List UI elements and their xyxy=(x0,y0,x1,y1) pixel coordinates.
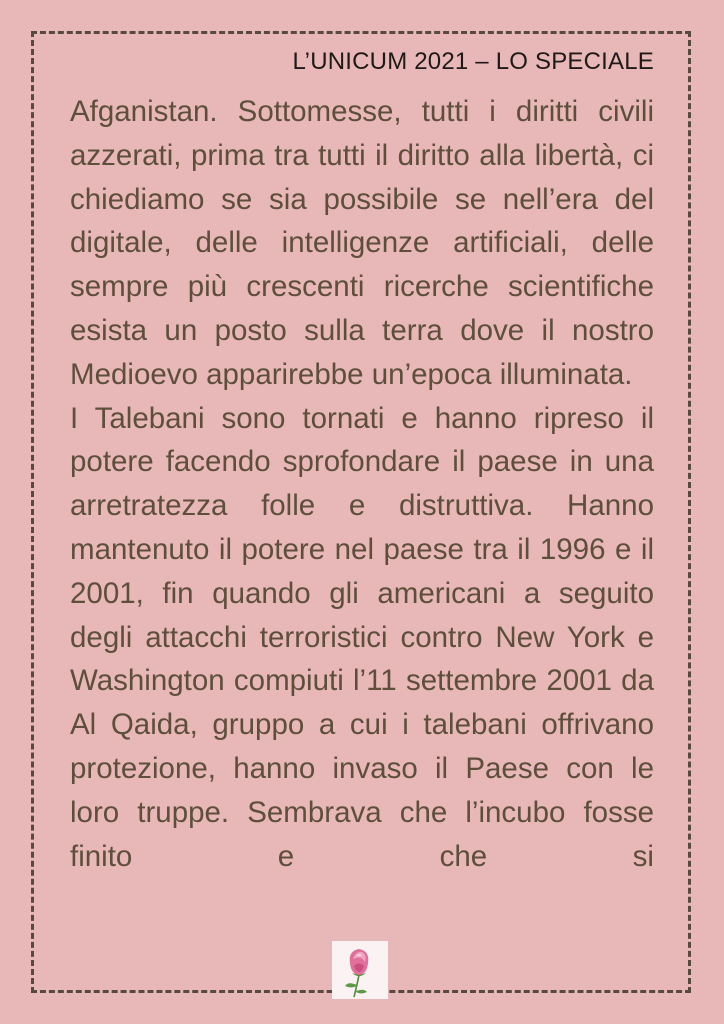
article-paragraph: I Talebani sono tornati e hanno ripreso il potere facendo sprofondare il paese in una arretratezza folle e distruttiva. Hanno mantenuto il potere nel paese tra il 1996 e il 2001, fin quando gli americani a seguito degli attacchi terroristici contro New York e Washington compiuti l’11 settembre 2001 da Al Qaida, gruppo a cui i talebani offrivano protezione, hanno invaso il Paese con le loro truppe. Sembrava che l’incubo fosse finito e che si xyxy=(70,401,654,873)
rose-icon xyxy=(332,941,388,999)
rose-decoration xyxy=(332,941,388,999)
article-body xyxy=(70,90,654,878)
article-paragraph: Afganistan. Sottomesse, tutti i diritti civili azzerati, prima tra tutti il diritto alla libertà, ci chiediamo se sia possibile se nell’era del digitale, delle intelligenze artificiali, delle sempre più crescenti ricerche scientifiche esista un posto sulla terra dove il nostro Medioevo apparirebbe un’epoca illuminata. xyxy=(70,95,654,391)
page-header: L’UNICUM 2021 – LO SPECIALE xyxy=(292,48,654,75)
